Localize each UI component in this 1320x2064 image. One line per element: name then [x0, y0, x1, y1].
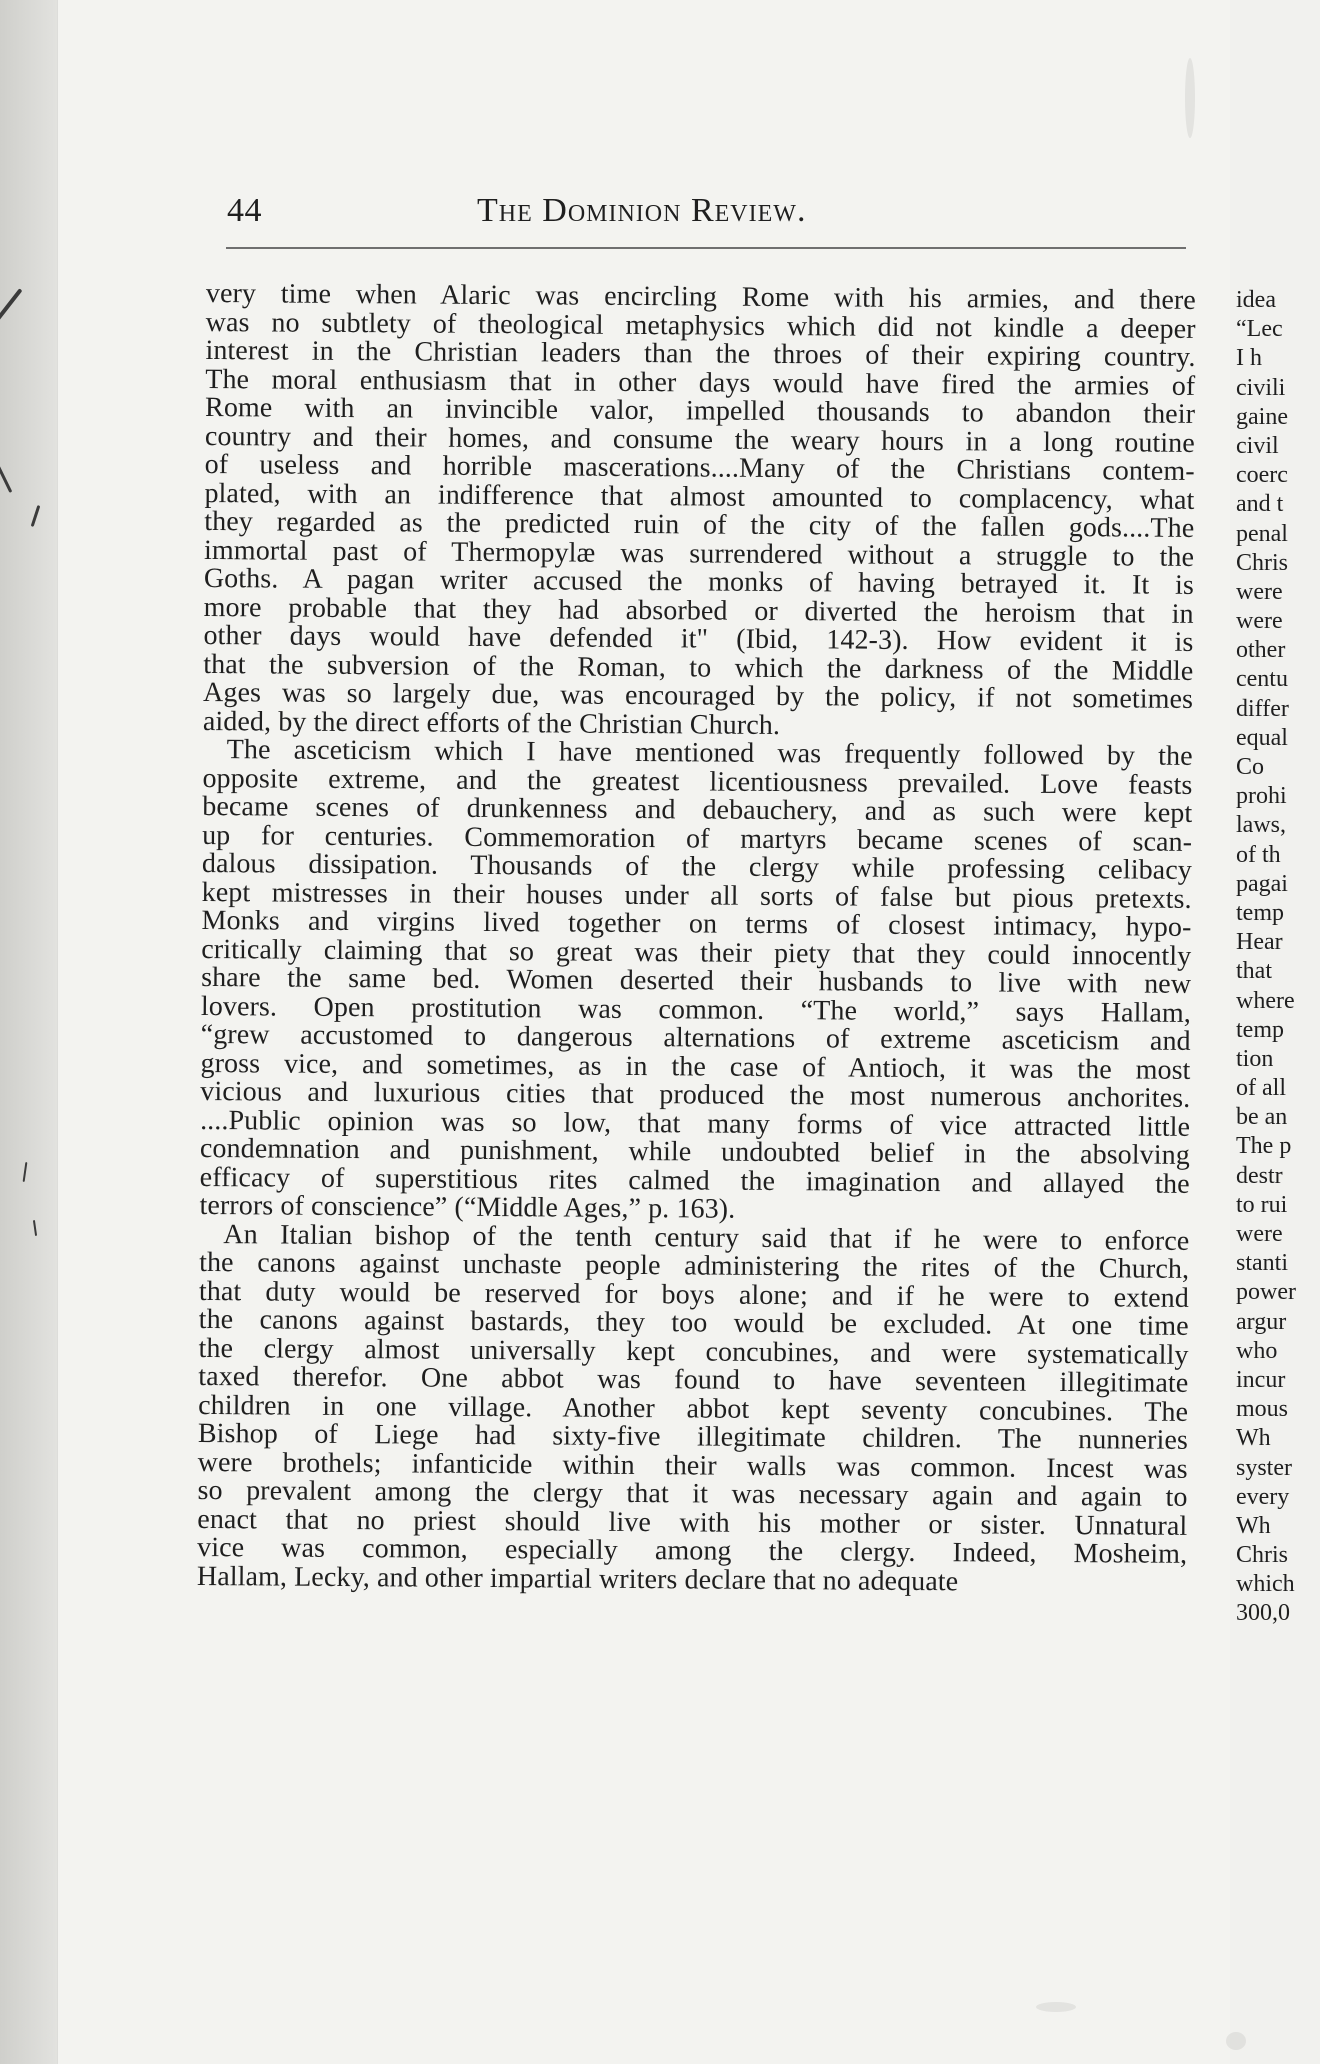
adjacent-text-line: idea [1236, 287, 1276, 313]
main-text-line: that duty would be reserved for boys alone; and if he were to extend [198, 1275, 1190, 1314]
adjacent-page [1230, 0, 1320, 2064]
main-text-line: kept mistresses in their houses under all sorts of false but pious pretexts. [201, 876, 1192, 915]
main-text-line: they regarded as the predicted ruin of the city of the fallen gods....The [204, 505, 1195, 544]
adjacent-text-line: of all [1236, 1075, 1286, 1102]
adjacent-text-line: equal [1236, 724, 1288, 751]
adjacent-page-text [1236, 286, 1320, 1629]
adjacent-text-line: prohi [1236, 783, 1287, 810]
header-rule [226, 247, 1186, 249]
main-text-line: terrors of conscience” (“Middle Ages,” p. 163). [199, 1189, 736, 1225]
main-text-line: Rome with an invincible valor, impelled thousands to abandon their [205, 391, 1196, 430]
main-text-line: very time when Alaric was encircling Rome with his armies, and there [205, 278, 1196, 316]
adjacent-text-line: of th [1236, 841, 1281, 868]
main-text-line: more probable that they had absorbed or diverted the heroism that in [203, 591, 1194, 630]
main-text-line: gross vice, and sometimes, as in the case of Antioch, it was the most [200, 1047, 1191, 1086]
main-text-line: up for centuries. Commemoration of martyrs became scenes of scan- [202, 819, 1193, 858]
main-text-line: The moral enthusiasm that in other days would have fired the armies of [205, 363, 1196, 402]
adjacent-text-line: power [1236, 1279, 1296, 1306]
main-text-line: dalous dissipation. Thousands of the clergy while professing celibacy [201, 847, 1193, 886]
main-text-line: The asceticism which I have mentioned was frequently followed by the [226, 734, 1193, 772]
adjacent-text-line: Hear [1236, 929, 1283, 956]
main-text-line: Hallam, Lecky, and other impartial writers declare that no adequate [196, 1560, 959, 1597]
main-text-line: became scenes of drunkenness and debauchery, and as such were kept [202, 790, 1193, 829]
main-text-line: that the subversion of the Roman, to which the darkness of the Middle [203, 648, 1194, 687]
adjacent-text-line: argur [1236, 1308, 1287, 1335]
scan-noise [1185, 58, 1195, 138]
main-text-line: enact that no priest should live with his mother or sister. Unnatural [197, 1503, 1188, 1542]
main-text-line: Goths. A pagan writer accused the monks of having betrayed it. It is [203, 562, 1195, 601]
adjacent-text-line: syster [1236, 1454, 1292, 1481]
page-number: 44 [227, 192, 262, 229]
adjacent-text-line: were [1236, 608, 1283, 635]
main-text-line: of useless and horrible mascerations....Many of the Christians contem- [204, 448, 1195, 487]
main-text-line: the canons against unchaste people administering the rites of the Church, [199, 1246, 1190, 1285]
main-text-line: “grew accustomed to dangerous alternations of extreme asceticism and [200, 1018, 1191, 1057]
adjacent-text-line: “Lec [1236, 316, 1283, 343]
main-text-line: lovers. Open prostitution was common. “The world,” says Hallam, [200, 990, 1192, 1029]
main-text-line: opposite extreme, and the greatest licentiousness prevailed. Love feasts [202, 762, 1193, 801]
adjacent-text-line: be an [1236, 1104, 1288, 1131]
adjacent-text-line: tion [1236, 1045, 1274, 1072]
adjacent-text-line: laws, [1236, 812, 1286, 839]
main-text-line: were brothels; infanticide within their walls was common. Incest was [197, 1446, 1188, 1485]
running-title: The Dominion Review. [477, 192, 807, 229]
main-text-line: efficacy of superstitious rites calmed the imagination and allayed the [199, 1161, 1190, 1200]
main-text-line: vice was common, especially among the clergy. Indeed, Mosheim, [197, 1531, 1188, 1570]
main-text-line: Monks and virgins lived together on terms of closest intimacy, hypo- [201, 904, 1192, 943]
main-text-line: was no subtlety of theological metaphysics which did not kindle a deeper [205, 306, 1196, 345]
main-text-line: condemnation and punishment, while undoubted belief in the absolving [199, 1132, 1191, 1171]
main-text-column [197, 280, 1196, 1598]
adjacent-text-line: Chris [1236, 549, 1289, 576]
adjacent-text-line: gaine [1236, 403, 1288, 430]
adjacent-text-line: temp [1236, 1016, 1284, 1043]
main-text-line: taxed therefor. One abbot was found to have seventeen illegitimate [198, 1360, 1189, 1399]
adjacent-text-line: penal [1236, 520, 1288, 547]
main-text-line: critically claiming that so great was their piety that they could innocently [201, 933, 1192, 972]
main-text-line: Ages was so largely due, was encouraged by the policy, if not sometimes [203, 676, 1194, 715]
adjacent-text-line: were [1236, 1221, 1283, 1247]
adjacent-text-line: Co [1236, 754, 1265, 780]
main-text-line: so prevalent among the clergy that it was necessary again and again to [197, 1474, 1188, 1513]
adjacent-text-line: temp [1236, 899, 1284, 926]
adjacent-text-line: incur [1236, 1366, 1286, 1393]
adjacent-text-line: Chris [1236, 1542, 1289, 1569]
scan-noise [1226, 2032, 1246, 2050]
adjacent-text-line: that [1236, 958, 1272, 985]
adjacent-text-line: I h [1236, 345, 1262, 372]
adjacent-text-line: differ [1236, 695, 1289, 722]
adjacent-text-line: destr [1236, 1162, 1283, 1189]
adjacent-text-line: where [1236, 987, 1295, 1014]
adjacent-text-line: were [1236, 578, 1283, 605]
main-text-line: the canons against bastards, they too would be excluded. At one time [198, 1303, 1189, 1342]
adjacent-text-line: 300,0 [1236, 1600, 1290, 1627]
page-header [227, 190, 1187, 232]
main-text-line: other days would have defended it" (Ibid, 142-3). How evident it is [203, 619, 1194, 658]
adjacent-text-line: pagai [1236, 870, 1288, 897]
main-text-line: ....Public opinion was so low, that many forms of vice attracted little [200, 1104, 1191, 1143]
main-text-line: country and their homes, and consume the weary hours in a long routine [204, 420, 1195, 459]
adjacent-text-line: every [1236, 1483, 1290, 1510]
main-text-line: interest in the Christian leaders than the throes of their expiring country. [205, 334, 1196, 373]
adjacent-text-line: other [1236, 637, 1286, 664]
adjacent-text-line: coerc [1236, 462, 1288, 489]
adjacent-text-line: stanti [1236, 1250, 1288, 1277]
adjacent-text-line: centu [1236, 666, 1288, 693]
scan-noise [1036, 2002, 1076, 2012]
adjacent-text-line: civili [1236, 374, 1286, 401]
main-text-line: An Italian bishop of the tenth century said that if he were to enforce [223, 1218, 1190, 1257]
main-text-line: aided, by the direct efforts of the Christian Church. [202, 705, 781, 741]
adjacent-text-line: and t [1236, 491, 1284, 518]
adjacent-text-line: which [1236, 1571, 1295, 1598]
main-text-line: plated, with an indifference that almost amounted to complacency, what [204, 477, 1195, 516]
main-text-line: the clergy almost universally kept concubines, and were systematically [198, 1332, 1189, 1371]
main-text-line: vicious and luxurious cities that produced the most numerous anchorites. [200, 1075, 1191, 1114]
main-text-line: Bishop of Liege had sixty-five illegitimate children. The nunneries [197, 1417, 1189, 1456]
main-text-line: children in one village. Another abbot kept seventy concubines. The [198, 1389, 1189, 1428]
adjacent-text-line: who [1236, 1337, 1278, 1364]
adjacent-text-line: mous [1236, 1396, 1289, 1423]
adjacent-text-line: civil [1236, 432, 1279, 459]
main-text-line: share the same bed. Women deserted their husbands to live with new [201, 961, 1192, 1000]
adjacent-text-line: Wh [1236, 1425, 1271, 1452]
adjacent-text-line: to rui [1236, 1191, 1288, 1218]
adjacent-text-line: The p [1236, 1133, 1292, 1160]
main-text-line: immortal past of Thermopylæ was surrendered without a struggle to the [204, 534, 1195, 573]
adjacent-text-line: Wh [1236, 1512, 1271, 1539]
